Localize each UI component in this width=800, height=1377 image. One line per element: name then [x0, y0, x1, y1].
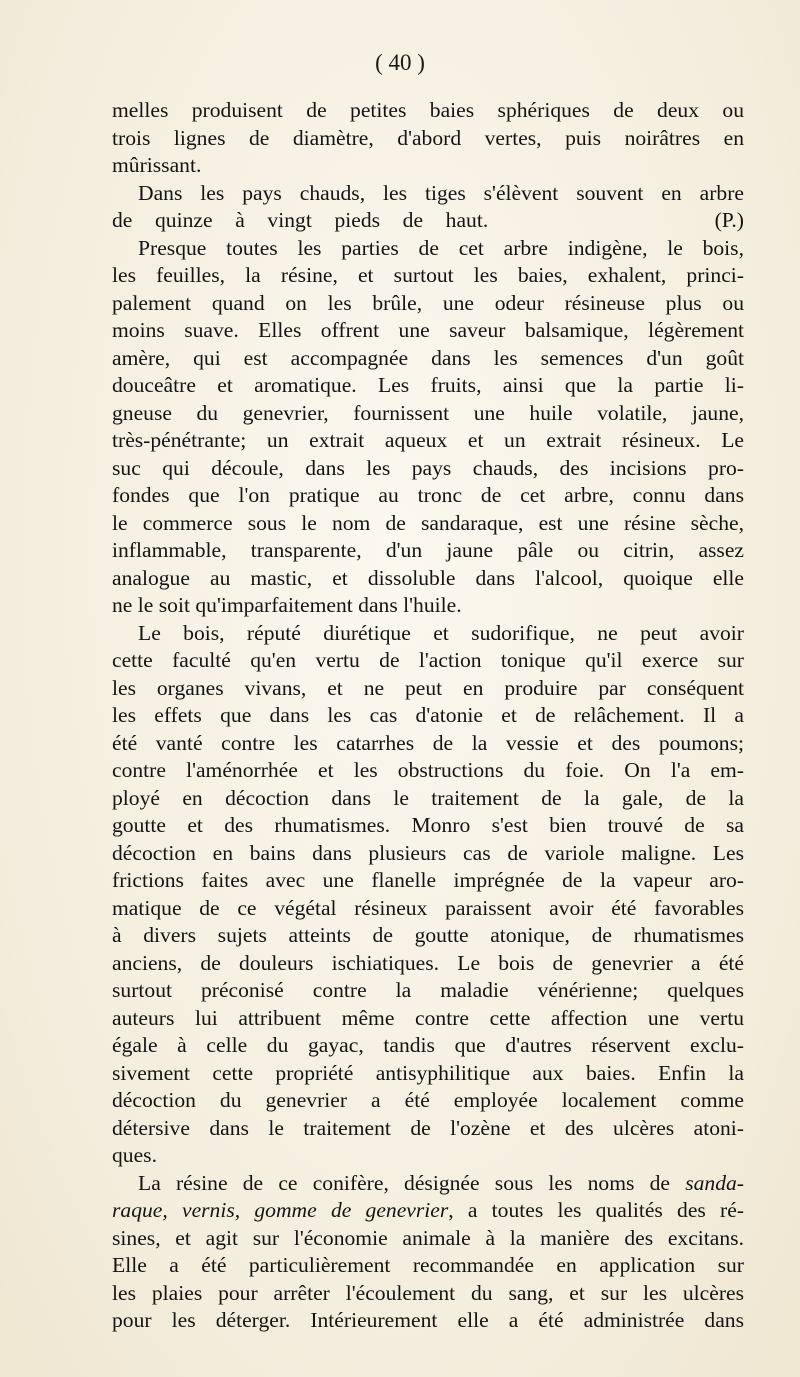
- text-line: les organes vivans, et ne peut en produire par conséquent: [112, 675, 744, 700]
- text-line: très-pénétrante; un extrait aqueux et un extrait résineux. Le: [112, 428, 744, 452]
- text-line: ne le soit qu'imparfaitement dans l'huile.: [112, 593, 462, 617]
- text-line: palement quand on les brûle, une odeur résineuse plus ou: [112, 290, 744, 315]
- text-line: auteurs lui attribuent même contre cette affection une vertu: [112, 1005, 744, 1030]
- paragraph-resin: [112, 1170, 744, 1335]
- text-line: inflammable, transparente, d'un jaune pâle ou citrin, assez: [112, 538, 744, 562]
- text-line: Presque toutes les parties de cet arbre indigène, le bois,: [138, 235, 744, 260]
- text-line: les feuilles, la résine, et surtout les baies, exhalent, princi-: [112, 263, 744, 287]
- text-line: décoction en bains dans plusieurs cas de variole maligne. Les: [112, 840, 744, 865]
- text-line: cette faculté qu'en vertu de l'action tonique qu'il exerce sur: [112, 648, 744, 672]
- text-run: La résine de ce conifère, désignée sous les noms de: [138, 1170, 686, 1195]
- text-line-signed: de quinze à vingt pieds de haut. (P.): [112, 208, 744, 232]
- text-line: été vanté contre les catarrhes de la vessie et des poumons;: [112, 730, 744, 755]
- text-line: sivement cette propriété antisyphilitique aux baies. Enfin la: [112, 1060, 744, 1085]
- text-line: frictions faites avec une flanelle imprégnée de la vapeur aro-: [112, 868, 744, 892]
- text-line: contre l'aménorrhée et les obstructions du foie. On l'a em-: [112, 758, 744, 782]
- text-line: détersive dans le traitement de l'ozène et des ulcères atoni-: [112, 1115, 744, 1140]
- text-line: surtout préconisé contre la maladie vénérienne; quelques: [112, 978, 744, 1002]
- text-line: égale à celle du gayac, tandis que d'autres réservent exclu-: [112, 1033, 744, 1057]
- text-line: décoction du genevrier a été employée localement comme: [112, 1088, 744, 1112]
- text-line: goutte et des rhumatismes. Monro s'est bien trouvé de sa: [112, 813, 744, 837]
- paragraph-hot-countries: [112, 180, 744, 235]
- text-line: douceâtre et aromatique. Les fruits, ainsi que la partie li-: [112, 373, 744, 397]
- text-line: sines, et agit sur l'économie animale à la manière des excitans.: [112, 1225, 744, 1250]
- text-line: analogue au mastic, et dissoluble dans l'alcool, quoique elle: [112, 565, 744, 590]
- text-line-mixed: [112, 1170, 744, 1198]
- text-line: mûrissant.: [112, 153, 202, 177]
- text-line: amère, qui est accompagnée dans les semences d'un goût: [112, 345, 744, 370]
- italic-term: raque, vernis, gomme de genevrier: [112, 1198, 449, 1222]
- text-line: les effets que dans les cas d'atonie et de relâchement. Il a: [112, 703, 744, 727]
- text-line: anciens, de douleurs ischiatiques. Le bois de genevrier a été: [112, 950, 744, 975]
- text-line: pour les déterger. Intérieurement elle a été administrée dans: [112, 1308, 744, 1332]
- text-line: moins suave. Elles offrent une saveur balsamique, légèrement: [112, 318, 744, 342]
- text-line: ques.: [112, 1143, 157, 1167]
- text-line: Dans les pays chauds, les tiges s'élèvent souvent en arbre: [138, 180, 744, 205]
- text-line: ployé en décoction dans le traitement de la gale, de la: [112, 785, 744, 810]
- text-line-mixed: [112, 1197, 744, 1225]
- text-line: suc qui découle, dans les pays chauds, des incisions pro-: [112, 455, 744, 480]
- text-line: Le bois, réputé diurétique et sudorifique, ne peut avoir: [138, 620, 744, 645]
- text-line: fondes que l'on pratique au tronc de cet arbre, connu dans: [112, 483, 744, 507]
- italic-term: sanda-: [685, 1170, 744, 1195]
- text-line: trois lignes de diamètre, d'abord vertes, puis noirâtres en: [112, 125, 744, 150]
- text-line: matique de ce végétal résineux paraissent avoir été favorables: [112, 895, 744, 920]
- text-line: gneuse du genevrier, fournissent une huile volatile, jaune,: [112, 400, 744, 425]
- text-line: Elle a été particulièrement recommandée en application sur: [112, 1253, 744, 1277]
- body-text: [112, 97, 744, 1335]
- paragraph-wood-uses: [112, 620, 744, 1170]
- text-line: à divers sujets atteints de goutte atonique, de rhumatismes: [112, 923, 744, 947]
- paragraph-berries: [112, 97, 744, 180]
- text-run: , a toutes les qualités des ré-: [448, 1198, 745, 1222]
- paragraph-properties: [112, 235, 744, 620]
- text-line: le commerce sous le nom de sandaraque, est une résine sèche,: [112, 510, 744, 535]
- page-number: ( 40 ): [375, 50, 425, 75]
- text-line: les plaies pour arrêter l'écoulement du sang, et sur les ulcères: [112, 1280, 744, 1305]
- text-line: melles produisent de petites baies sphériques de deux ou: [112, 98, 744, 122]
